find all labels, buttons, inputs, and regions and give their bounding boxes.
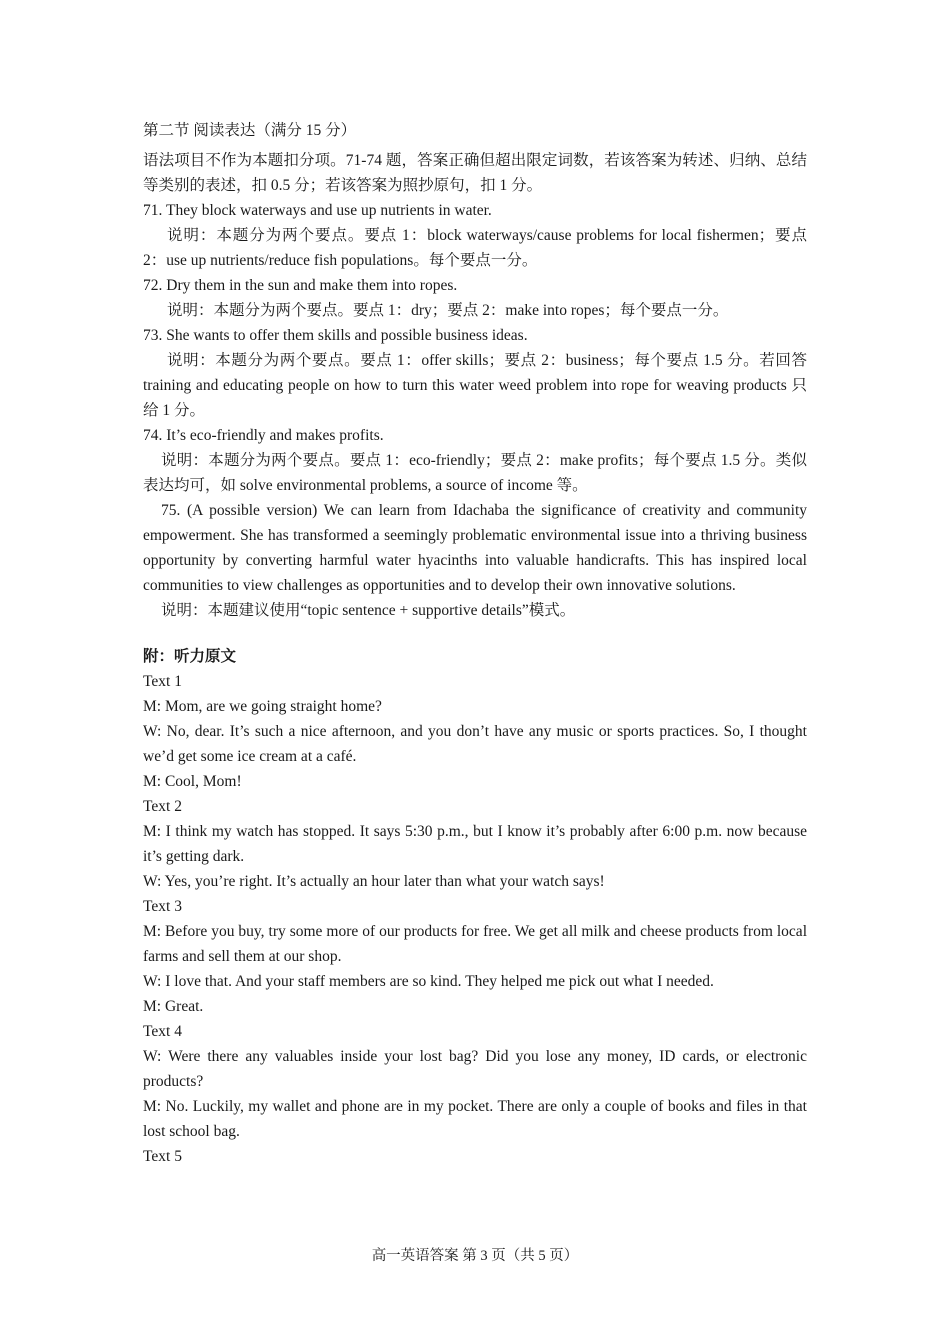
transcript-line: M: Mom, are we going straight home? xyxy=(143,698,382,715)
transcript-line: W: Yes, you’re right. It’s actually an hour later than what your watch says! xyxy=(143,873,605,890)
note-72: 说明：本题分为两个要点。要点 1：dry；要点 2：make into ropes；每个要点一分。 xyxy=(167,302,729,319)
note-74: 说明：本题分为两个要点。要点 1：eco-friendly；要点 2：make profits；每个要点 1.5 分。类似表达均可，如 solve environmental problems, a source of income 等。 xyxy=(143,452,807,494)
transcript-line: M: No. Luckily, my wallet and phone are in my pocket. There are only a couple of books and files in that lost school bag. xyxy=(143,1098,807,1140)
transcript-line: W: I love that. And your staff members are so kind. They helped me pick out what I needed. xyxy=(143,973,714,990)
transcript-line: W: No, dear. It’s such a nice afternoon, and you don’t have any music or sports practices. So, I thought we’d get some ice cream at a café. xyxy=(143,723,807,765)
page-footer: 高一英语答案 第 3 页（共 5 页） xyxy=(371,1248,579,1264)
note-73: 说明：本题分为两个要点。要点 1：offer skills；要点 2：business；每个要点 1.5 分。若回答 training and educating people on how to turn this water weed problem into rope for weaving products 只给 1 分。 xyxy=(143,352,807,419)
page-content xyxy=(143,118,807,1169)
section-heading: 第二节 阅读表达（满分 15 分） xyxy=(143,122,357,139)
scoring-intro: 语法项目不作为本题扣分项。71-74 题，答案正确但超出限定词数，若该答案为转述、归纳、总结等类别的表述，扣 0.5 分；若该答案为照抄原句，扣 1 分。 xyxy=(143,152,807,194)
answer-73: 73. She wants to offer them skills and possible business ideas. xyxy=(143,327,528,344)
transcript-line: M: Before you buy, try some more of our products for free. We get all milk and cheese products from local farms and sell them at our shop. xyxy=(143,923,807,965)
transcript-line: Text 1 xyxy=(143,673,182,690)
transcript-line: M: Cool, Mom! xyxy=(143,773,242,790)
transcript-line: Text 5 xyxy=(143,1148,182,1165)
transcript-line: M: Great. xyxy=(143,998,204,1015)
answer-75: 75. (A possible version) We can learn from Idachaba the significance of creativity and community empowerment. She has transformed a seemingly problematic environmental issue into a thriving business opportunity by converting harmful water hyacinths into valuable handicrafts. This has inspired local communities to view challenges as opportunities and to develop their own innovative solutions. xyxy=(143,502,807,594)
transcript-line: W: Were there any valuables inside your lost bag? Did you lose any money, ID cards, or electronic products? xyxy=(143,1048,807,1090)
transcript-line: Text 3 xyxy=(143,898,182,915)
answer-72: 72. Dry them in the sun and make them into ropes. xyxy=(143,277,458,294)
transcript-line: Text 4 xyxy=(143,1023,182,1040)
transcript-line: Text 2 xyxy=(143,798,182,815)
note-75: 说明：本题建议使用“topic sentence + supportive details”模式。 xyxy=(161,602,576,619)
transcript-line: M: I think my watch has stopped. It says 5:30 p.m., but I know it’s probably after 6:00 p.m. now because it’s getting dark. xyxy=(143,823,807,865)
note-71: 说明：本题分为两个要点。要点 1：block waterways/cause problems for local fishermen；要点 2：use up nutrients/reduce fish populations。每个要点一分。 xyxy=(143,227,807,269)
answer-71: 71. They block waterways and use up nutrients in water. xyxy=(143,202,492,219)
answer-74: 74. It’s eco-friendly and makes profits. xyxy=(143,427,384,444)
spacer xyxy=(143,623,807,644)
appendix-title: 附：听力原文 xyxy=(143,648,237,665)
